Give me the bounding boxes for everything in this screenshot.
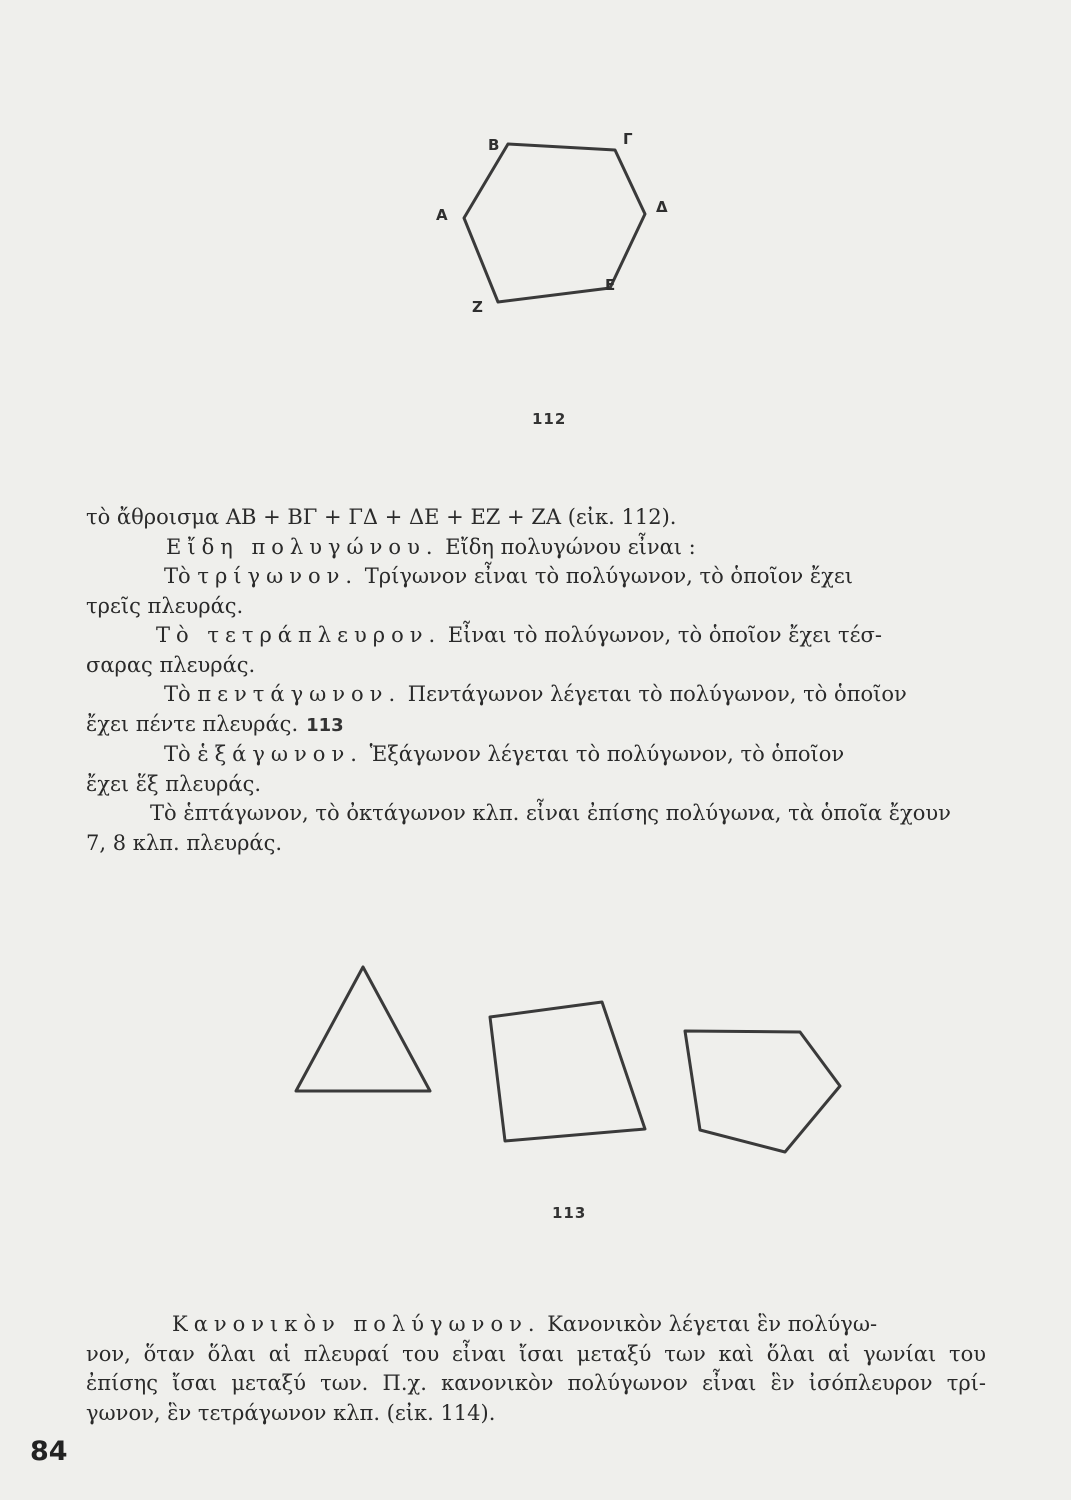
vertex-label-z: Ζ: [472, 298, 483, 316]
line-text: Εἶναι τὸ πολύγωνον, τὸ ὁποῖον ἔχει τέσ-: [441, 623, 882, 647]
regular-polygon-text: [86, 1310, 986, 1428]
figure-number-112: 112: [532, 410, 567, 428]
text-line: [86, 621, 986, 651]
hexagon-figure: [420, 120, 680, 330]
line-text: Εἴδη πολυγώνου εἶναι :: [438, 534, 696, 559]
vertex-label-b: Β: [488, 136, 500, 154]
line-text: ἐπίσης ἴσαι μεταξύ των. Π.χ. κανονικὸν πολύγωνον εἶναι ἓν ἰσόπλευρον τρί-: [86, 1371, 986, 1395]
text-line: [86, 592, 986, 622]
spaced-term: τρίγωνον.: [197, 564, 359, 588]
hexagon-shape: [464, 144, 645, 302]
vertex-label-e: Ε: [605, 276, 616, 294]
line-lead: Τὸ: [164, 742, 191, 766]
spaced-term: Κανονικὸν πολύγωνον.: [172, 1312, 541, 1336]
text-line: [86, 562, 986, 592]
quadrilateral-shape: [490, 1002, 645, 1141]
text-line: [86, 1369, 986, 1399]
vertex-label-g: Γ: [623, 130, 633, 148]
line-text: 7, 8 κλπ. πλευράς.: [86, 830, 283, 855]
text-line: [86, 1340, 986, 1370]
line-text: γωνον, ἓν τετράγωνον κλπ. (εἰκ. 114).: [86, 1400, 496, 1425]
spaced-term: Εἴδη πολυγώνου.: [166, 534, 439, 559]
line-text: ἔχει πέντε πλευράς.: [86, 711, 299, 736]
line-text: Τὸ ἑπτάγωνον, τὸ ὀκτάγωνον κλπ. εἶναι ἐπίσης πολύγωνα, τὰ ὁποῖα ἔχουν: [150, 801, 951, 825]
vertex-label-d: Δ: [656, 198, 668, 216]
line-lead: Τὸ: [164, 682, 191, 706]
pentagon-shape: [685, 1031, 840, 1152]
spaced-term: Τὸ τετράπλευρον.: [156, 623, 442, 647]
line-text: νον, ὅταν ὅλαι αἱ πλευραί του εἶναι ἴσαι μεταξύ των καὶ ὅλαι αἱ γωνίαι του: [86, 1341, 986, 1366]
spaced-term: πεντάγωνον.: [197, 682, 402, 706]
text-line: [86, 770, 986, 800]
triangle-shape: [296, 967, 430, 1091]
text-line: [86, 799, 986, 829]
text-line: [86, 503, 986, 533]
text-line: [86, 740, 986, 770]
text-line: [86, 1310, 986, 1340]
line-lead: Τὸ: [164, 564, 191, 588]
spaced-term: ἑξάγωνον.: [197, 742, 363, 766]
text-line: [86, 710, 986, 741]
line-text: τὸ ἄθροισμα ΑΒ + ΒΓ + ΓΔ + ΔΕ + ΕΖ + ΖΑ (εἰκ. 112).: [86, 505, 677, 529]
text-line: [86, 651, 986, 681]
line-text: σαρας πλευράς.: [86, 652, 256, 677]
polygons-figure: [280, 955, 860, 1155]
line-text: Τρίγωνον εἶναι τὸ πολύγωνον, τὸ ὁποῖον ἔχει: [358, 564, 853, 588]
text-line: [86, 829, 986, 859]
line-text: Πεντάγωνον λέγεται τὸ πολύγωνον, τὸ ὁποῖον: [401, 682, 907, 706]
figure-number-113: 113: [552, 1204, 587, 1222]
line-text: Κανονικὸν λέγεται ἓν πολύγω-: [540, 1312, 878, 1336]
handwritten-note: 113: [306, 714, 344, 736]
line-text: ἔχει ἕξ πλευράς.: [86, 771, 262, 796]
line-text: τρεῖς πλευράς.: [86, 593, 244, 618]
vertex-label-a: Α: [436, 206, 448, 224]
text-line: [86, 680, 986, 710]
page-number: 84: [30, 1436, 68, 1467]
polygon-types-text: [86, 503, 986, 858]
line-text: Ἑξάγωνον λέγεται τὸ πολύγωνον, τὸ ὁποῖον: [362, 742, 845, 766]
text-line: [86, 1399, 986, 1429]
text-line: [86, 533, 986, 563]
